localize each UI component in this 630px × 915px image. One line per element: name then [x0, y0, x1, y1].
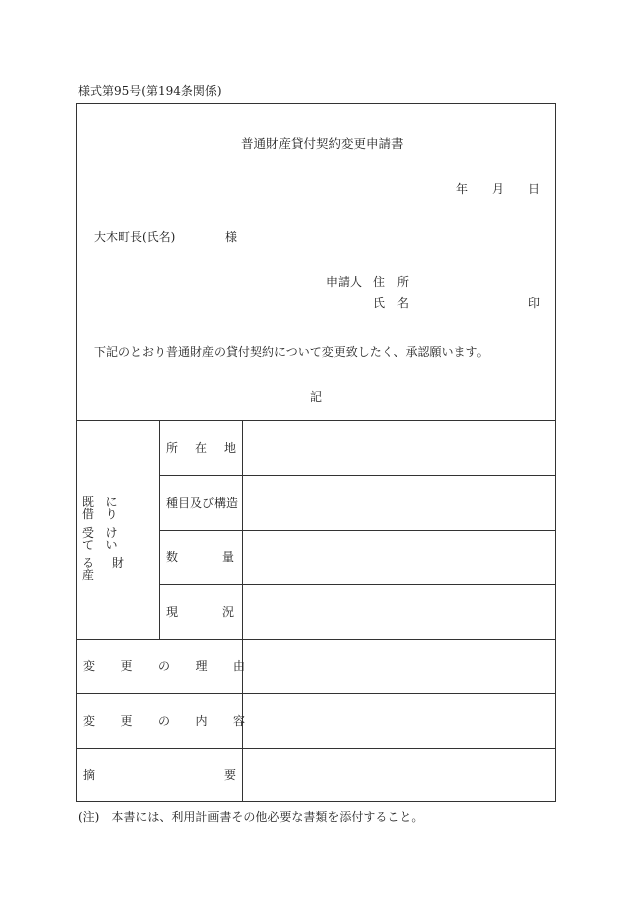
row-line-1 [159, 475, 556, 476]
value-cell-change-reason[interactable] [244, 641, 554, 692]
group-label-line-2: 受けてい [82, 526, 130, 552]
row-label-change-reason: 変更の理由 [83, 659, 271, 673]
row-label-type-structure: 種目及び構造 [166, 496, 239, 510]
value-cell-type-structure[interactable] [244, 477, 554, 529]
row-line-2 [159, 530, 556, 531]
form-number: 様式第95号(第194条関係) [78, 84, 222, 98]
group-divider [159, 420, 160, 639]
value-cell-remarks[interactable] [244, 750, 554, 800]
date-month: 月 [492, 182, 505, 196]
group-label-line-3: る財産 [82, 556, 143, 582]
value-cell-status[interactable] [244, 586, 554, 638]
row-line-5 [76, 693, 556, 694]
applicant-address-label: 住 所 [373, 275, 410, 289]
row-label-quantity: 数量 [166, 550, 279, 564]
date-day: 日 [528, 182, 541, 196]
row-label-remarks: 摘要 [83, 768, 366, 782]
seal-mark: 印 [528, 296, 541, 310]
body-text: 下記のとおり普通財産の貸付契約について変更致したく、承認願います。 [94, 345, 489, 359]
group-label-line-1: 既に借り [82, 495, 130, 521]
row-line-6 [76, 748, 556, 749]
row-label-location: 所在地 [166, 441, 254, 455]
date-year: 年 [456, 182, 469, 196]
row-line-3 [159, 584, 556, 585]
row-line-4 [76, 639, 556, 640]
row-label-status: 現況 [166, 605, 279, 619]
applicant-name-label: 氏 名 [373, 296, 410, 310]
table-top-line [76, 420, 556, 421]
ki-label: 記 [310, 390, 323, 404]
value-cell-location[interactable] [244, 422, 554, 474]
addressee-honorific: 様 [225, 230, 238, 244]
value-cell-quantity[interactable] [244, 532, 554, 583]
footnote: (注) 本書には、利用計画書その他必要な書類を添付すること。 [78, 810, 424, 824]
row-label-change-content: 変更の内容 [83, 714, 271, 728]
applicant-label: 申請人 [326, 275, 363, 289]
addressee-name: 大木町長(氏名) [94, 230, 176, 244]
form-title: 普通財産貸付契約変更申請書 [241, 136, 404, 151]
value-cell-change-content[interactable] [244, 695, 554, 747]
